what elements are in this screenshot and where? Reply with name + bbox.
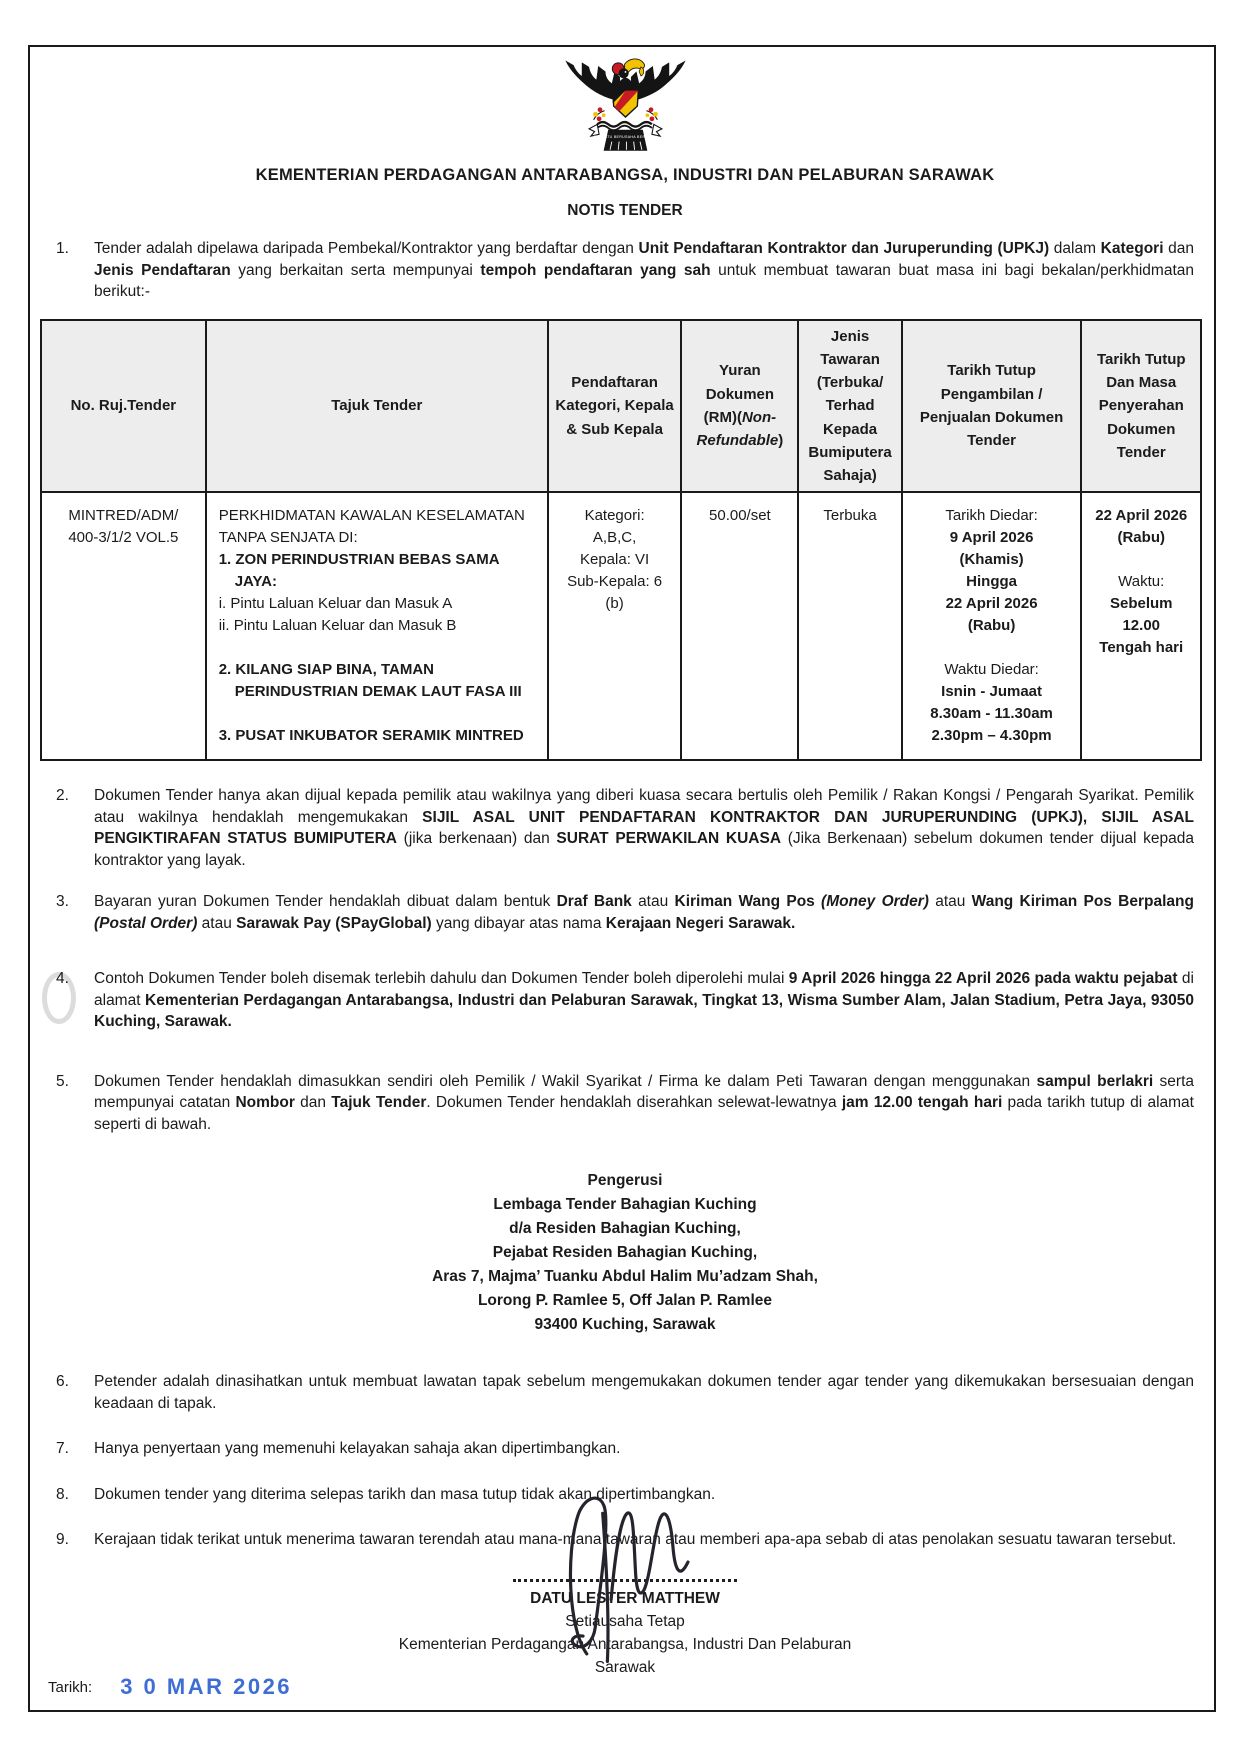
clause-8 [56, 1484, 1194, 1506]
clause-text: Tender adalah dipelawa daripada Pembekal/Kontraktor yang berdaftar dengan Unit Pendaftaran Kontraktor dan Juruperunding (UPKJ) dalam Kategori dan Jenis Pendaftaran yang berkaitan serta mempunyai tempoh pendaftaran yang sah untuk membuat tawaran buat masa ini bagi bekalan/perkhidmatan berikut:- [94, 240, 1194, 300]
column-header-submission-closing: Tarikh Tutup Dan Masa Penyerahan Dokumen Tender [1081, 320, 1201, 493]
clause-number: 1. [56, 240, 69, 257]
cell-submission-closing: 22 April 2026 (Rabu) Waktu: Sebelum 12.00 Tengah hari [1081, 492, 1201, 760]
clause-7 [56, 1438, 1194, 1460]
clause-6 [56, 1371, 1194, 1414]
signatory-org-line1: Kementerian Perdagangan Antarabangsa, Industri Dan Pelaburan [398, 1635, 852, 1653]
date-stamp: 3 0 MAR 2026 [120, 1674, 293, 1699]
clause-number: 6. [56, 1373, 69, 1391]
clause-4 [56, 968, 1194, 1033]
date-label: Tarikh: [48, 1678, 93, 1696]
cell-offer-type: Terbuka [798, 492, 901, 760]
clause-number: 7. [56, 1440, 69, 1458]
page-border [28, 45, 1216, 1712]
signature-dotted-line [513, 1579, 737, 1582]
table-row [41, 492, 1201, 760]
clause-2 [56, 785, 1194, 871]
clause-text: Contoh Dokumen Tender boleh disemak terlebih dahulu dan Dokumen Tender boleh diperolehi mulai 9 April 2026 hingga 22 April 2026 pada waktu pejabat di alamat Kementerian Perdagangan Antarabangsa, Industri dan Pelaburan Sarawak, Tingkat 13, Wisma Sumber Alam, Jalan Stadium, Petra Jaya, 93050 Kuching, Sarawak. [94, 970, 1194, 1031]
clause-3 [56, 891, 1194, 934]
tender-box-address: Pengerusi Lembaga Tender Bahagian Kuching d/a Residen Bahagian Kuching, Pejabat Residen Bahagian Kuching, Aras 7, Majma’ Tuanku Abdul Halim Mu’adzam Shah, Lorong P. Ramlee 5, Off Jalan P. Ramlee 93400 Kuching, Sarawak [432, 1172, 818, 1334]
clause-text: Petender adalah dinasihatkan untuk membuat lawatan tapak sebelum mengemukakan dokumen tender agar tender yang dikemukakan bersesuaian dengan keadaan di tapak. [94, 1373, 1194, 1412]
crest-container [56, 56, 1194, 158]
cell-fee: 50.00/set [681, 492, 798, 760]
clause-text: Kerajaan tidak terikat untuk menerima tawaran terendah atau mana-mana tawaran atau memberi apa-apa sebab di atas penolakan sesuatu tawaran tersebut. [94, 1531, 1177, 1549]
signature-block [56, 1579, 1194, 1679]
crest-motto-text: BERSATU BERUSAHA BERBAKTI [593, 134, 657, 139]
clause-number: 2. [56, 787, 69, 805]
signatory-org-line2: Sarawak [594, 1658, 656, 1676]
clause-number: 3. [56, 893, 69, 911]
clause-5 [56, 1071, 1194, 1136]
clause-text: Dokumen Tender hendaklah dimasukkan sendiri oleh Pemilik / Wakil Syarikat / Firma ke dalam Peti Tawaran dengan menggunakan sampul berlakri serta mempunyai catatan Nombor dan Tajuk Tender. Dokumen Tender hendaklah diserahkan selewat-lewatnya jam 12.00 tengah hari pada tarikh tutup di alamat seperti di bawah. [94, 1072, 1195, 1133]
column-header-offer-type: Jenis Tawaran (Terbuka/ Terhad Kepada Bumiputera Sahaja) [798, 320, 901, 493]
clause-number: 9. [56, 1531, 69, 1549]
clause-number: 4. [56, 970, 69, 988]
column-header-collection-closing: Tarikh Tutup Pengambilan / Penjualan Dokumen Tender [902, 320, 1082, 493]
signatory-title: Setiausaha Tetap [565, 1612, 685, 1630]
cell-registration: Kategori: A,B,C, Kepala: VI Sub-Kepala: 6 (b) [548, 492, 681, 760]
footer [48, 1674, 292, 1700]
clause-number: 8. [56, 1485, 69, 1503]
column-header-tender-title: Tajuk Tender [206, 320, 548, 493]
cell-tender-title: PERKHIDMATAN KAWALAN KESELAMATAN TANPA SENJATA DI: 1. ZON PERINDUSTRIAN BEBAS SAMA JAYA: i. Pintu Laluan Keluar dan Masuk A ii. Pintu Laluan Keluar dan Masuk B 2. KILANG SIAP BINA, TAMAN PERINDUSTRIAN DEMAK LAUT FASA III 3. PUSAT INKUBATOR SERAMIK MINTRED [206, 492, 548, 760]
clause-9 [56, 1529, 1194, 1551]
column-header-registration: Pendaftaran Kategori, Kepala & Sub Kepala [548, 320, 681, 493]
clause-text: Dokumen Tender hanya akan dijual kepada pemilik atau wakilnya yang diberi kuasa secara bertulis oleh Pemilik / Rakan Kongsi / Pengarah Syarikat. Pemilik atau wakilnya hendaklah mengemukakan SIJIL ASAL UNIT PENDAFTARAN KONTRAKTOR DAN JURUPERUNDING (UPKJ), SIJIL ASAL PENGIKTIRAFAN STATUS BUMIPUTERA (jika berkenaan) dan SURAT PERWAKILAN KUASA (Jika Berkenaan) sebelum dokumen tender dijual kepada kontraktor yang layak. [94, 787, 1194, 869]
column-header-ref-no: No. Ruj.Tender [41, 320, 206, 493]
signatory-name: DATU LESTER MATTHEW [530, 1589, 720, 1607]
cell-collection-closing: Tarikh Diedar: 9 April 2026 (Khamis) Hingga 22 April 2026 (Rabu) Waktu Diedar: Isnin - Jumaat 8.30am - 11.30am 2.30pm – 4.30pm [902, 492, 1082, 760]
clause-text: Dokumen tender yang diterima selepas tarikh dan masa tutup tidak akan dipertimbangkan. [94, 1485, 716, 1503]
clause-number: 5. [56, 1072, 69, 1090]
clause-text: Hanya penyertaan yang memenuhi kelayakan sahaja akan dipertimbangkan. [94, 1440, 621, 1458]
ministry-title: KEMENTERIAN PERDAGANGAN ANTARABANGSA, INDUSTRI DAN PELABURAN SARAWAK [255, 166, 995, 184]
clause-1 [56, 238, 1194, 303]
table-header-row [41, 320, 1201, 493]
cell-ref-no: MINTRED/ADM/ 400-3/1/2 VOL.5 [41, 492, 206, 760]
clause-text: Bayaran yuran Dokumen Tender hendaklah dibuat dalam bentuk Draf Bank atau Kiriman Wang Pos (Money Order) atau Wang Kiriman Pos Berpalang (Postal Order) atau Sarawak Pay (SPayGlobal) yang dibayar atas nama Kerajaan Negeri Sarawak. [94, 893, 1194, 932]
tender-table [40, 319, 1202, 762]
sarawak-coat-of-arms-icon [557, 56, 694, 158]
document-title: NOTIS TENDER [567, 202, 683, 219]
column-header-fee: Yuran Dokumen (RM)(Non-Refundable) [681, 320, 798, 493]
